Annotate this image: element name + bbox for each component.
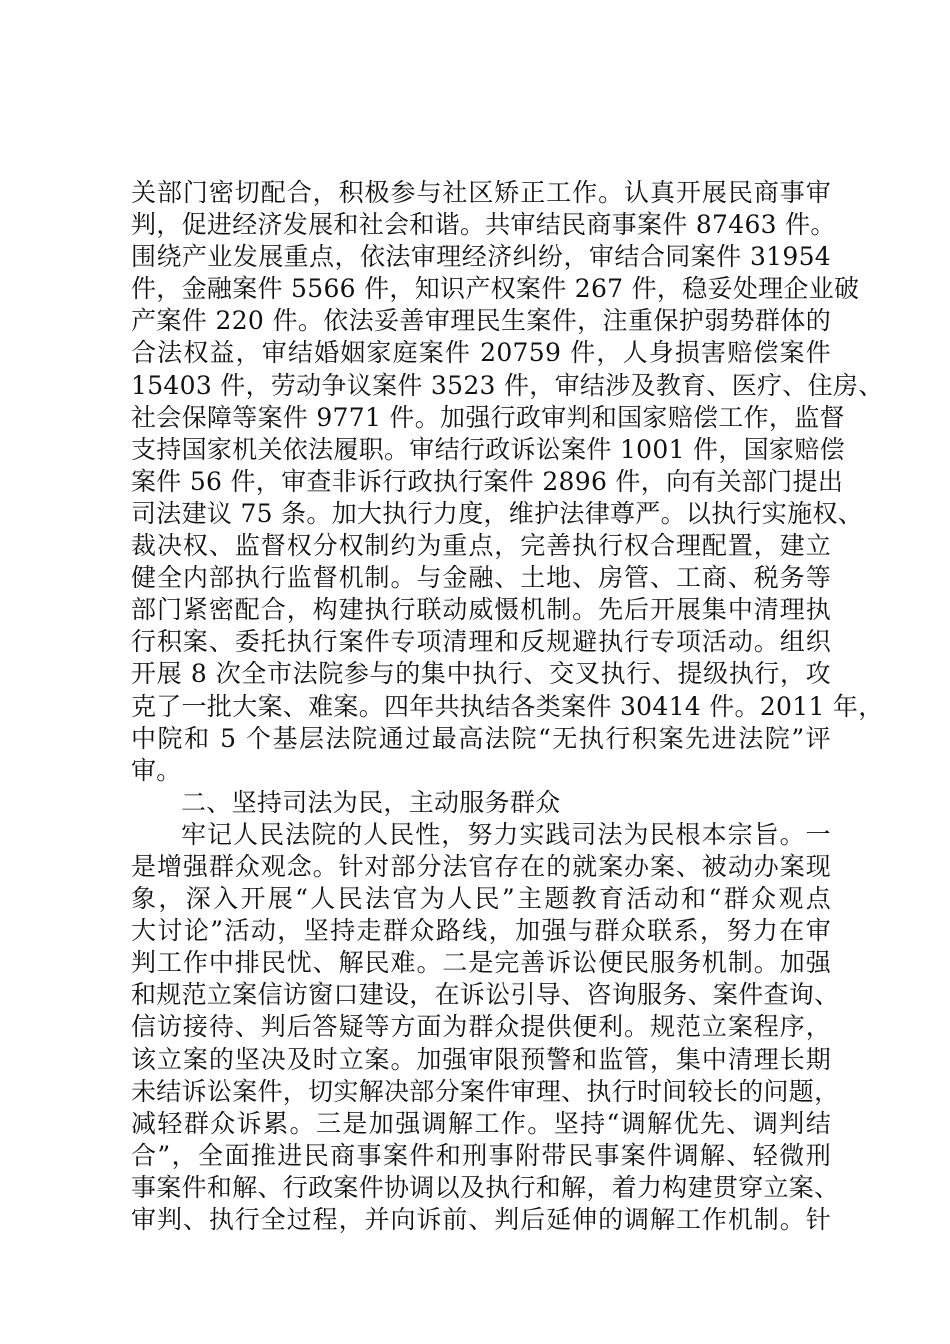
text-line: 社会保障等案件 9771 件。加强行政审判和国家赔偿工作，监督 [131,402,845,432]
text-line: 大讨论”活动，坚持走群众路线，加强与群众联系，努力在审 [131,916,831,946]
paragraph-first-line: 牢记人民法院的人民性，努力实践司法为民根本宗旨。一 [181,819,831,849]
text-line: 行积案、委托执行案件专项清理和反规避执行专项活动。组织 [131,627,831,657]
text-line: 克了一批大案、难案。四年共执结各类案件 30414 件。2011 年， [131,691,884,721]
text-line: 事案件和解、行政案件协调以及执行和解，着力构建贯穿立案、 [131,1172,840,1202]
text-line: 中院和 5 个基层法院通过最高法院“无执行积案先进法院”评 [131,723,831,753]
text-line: 和规范立案信访窗口建设，在诉讼引导、咨询服务、案件查询、 [131,980,840,1010]
text-line: 合法权益，审结婚姻家庭案件 20759 件，人身损害赔偿案件 [131,338,831,368]
text-line: 案件 56 件，审查非诉行政执行案件 2896 件，向有关部门提出 [131,466,844,496]
text-line: 合”，全面推进民商事案件和刑事附带民事案件调解、轻微刑 [131,1140,831,1170]
text-line: 审。 [131,755,182,785]
text-line: 审判、执行全过程，并向诉前、判后延伸的调解工作机制。针 [131,1205,831,1234]
text-line: 判，促进经济发展和社会和谐。共审结民商事案件 87463 件。 [131,210,836,240]
text-line: 该立案的坚决及时立案。加强审限预警和监管，集中清理长期 [131,1044,831,1074]
text-line: 裁决权、监督权分权制约为重点，完善执行权合理配置，建立 [131,531,831,561]
text-line: 15403 件，劳动争议案件 3523 件，审结涉及教育、医疗、住房、 [131,370,884,400]
text-line: 司法建议 75 条。加大执行力度，维护法律尊严。以执行实施权、 [131,498,864,528]
text-line: 开展 8 次全市法院参与的集中执行、交叉执行、提级执行，攻 [131,659,831,689]
text-line: 件，金融案件 5566 件，知识产权案件 267 件，稳妥处理企业破 [131,274,860,304]
body-text [131,177,884,1236]
text-line: 关部门密切配合，积极参与社区矫正工作。认真开展民商事审 [131,178,831,207]
text-line: 判工作中排民忧、解民难。二是完善诉讼便民服务机制。加强 [131,948,831,978]
text-line: 信访接待、判后答疑等方面为群众提供便利。规范立案程序， [131,1012,831,1042]
text-line: 未结诉讼案件，切实解决部分案件审理、执行时间较长的问题， [131,1076,840,1106]
text-line: 围绕产业发展重点，依法审理经济纠纷，审结合同案件 31954 [131,242,831,272]
text-line: 产案件 220 件。依法妥善审理民生案件，注重保护弱势群体的 [131,306,831,336]
text-line: 减轻群众诉累。三是加强调解工作。坚持“调解优先、调判结 [131,1108,831,1138]
text-line: 象，深入开展“人民法官为人民”主题教育活动和“群众观点 [131,884,831,914]
text-line: 部门紧密配合，构建执行联动威慑机制。先后开展集中清理执 [131,595,831,625]
text-line: 是增强群众观念。针对部分法官存在的就案办案、被动办案现 [131,851,831,881]
section-heading: 二、坚持司法为民，主动服务群众 [181,787,561,817]
text-line: 支持国家机关依法履职。审结行政诉讼案件 1001 件，国家赔偿 [131,434,845,464]
text-line: 健全内部执行监督机制。与金融、土地、房管、工商、税务等 [131,563,831,593]
